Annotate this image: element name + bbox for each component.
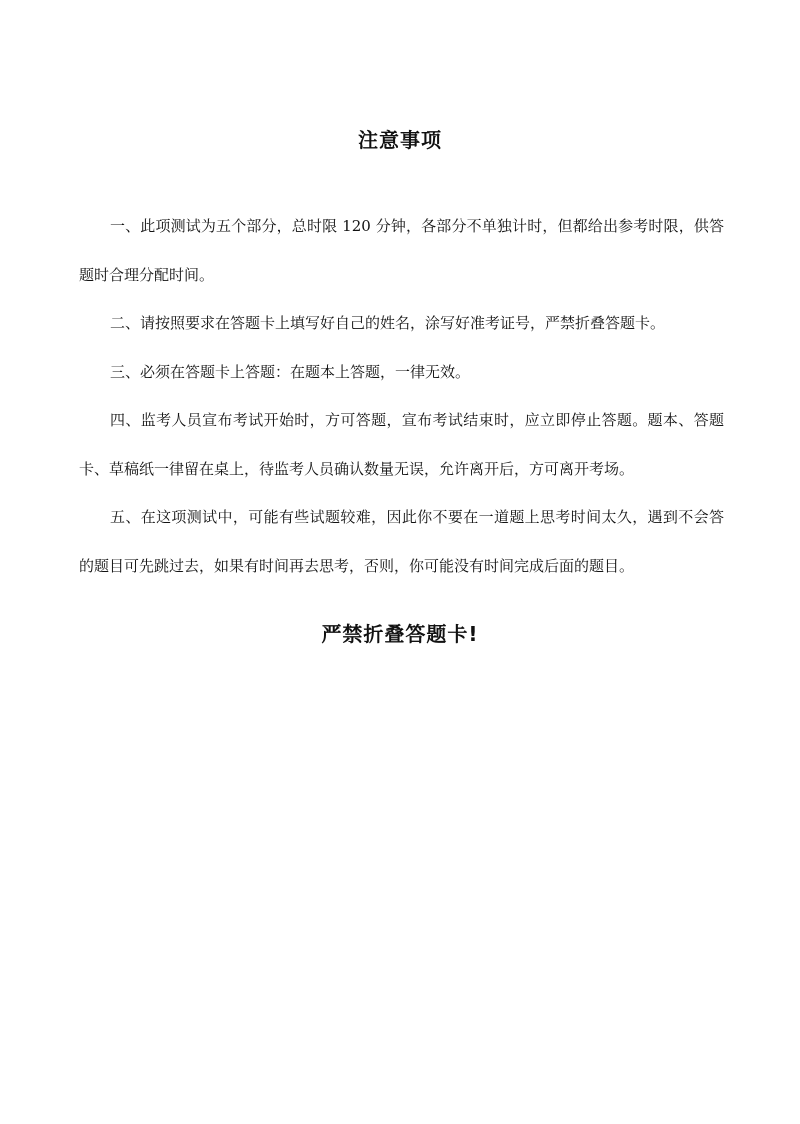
page-title: 注意事项 — [358, 128, 442, 152]
fold-warning-heading: 严禁折叠答题卡! — [321, 622, 479, 646]
instruction-paragraph-5: 五、在这项测试中，可能有些试题较难，因此你不要在一道题上思考时间太久，遇到不会答的题目可先跳过去，如果有时间再去思考，否则，你可能没有时间完成后面的题目。 — [79, 508, 724, 575]
instructions-body — [79, 202, 724, 590]
instruction-paragraph-3: 三、必须在答题卡上答题：在题本上答题，一律无效。 — [110, 362, 471, 381]
instruction-paragraph-1: 一、此项测试为五个部分，总时限 120 分钟，各部分不单独计时，但都给出参考时限，供答题时合理分配时间。 — [79, 217, 724, 284]
instruction-paragraph-4: 四、监考人员宣布考试开始时，方可答题，宣布考试结束时，应立即停止答题。题本、答题卡、草稿纸一律留在桌上，待监考人员确认数量无误，允许离开后，方可离开考场。 — [79, 411, 724, 478]
instruction-paragraph-2: 二、请按照要求在答题卡上填写好自己的姓名，涂写好准考证号，严禁折叠答题卡。 — [110, 314, 666, 332]
